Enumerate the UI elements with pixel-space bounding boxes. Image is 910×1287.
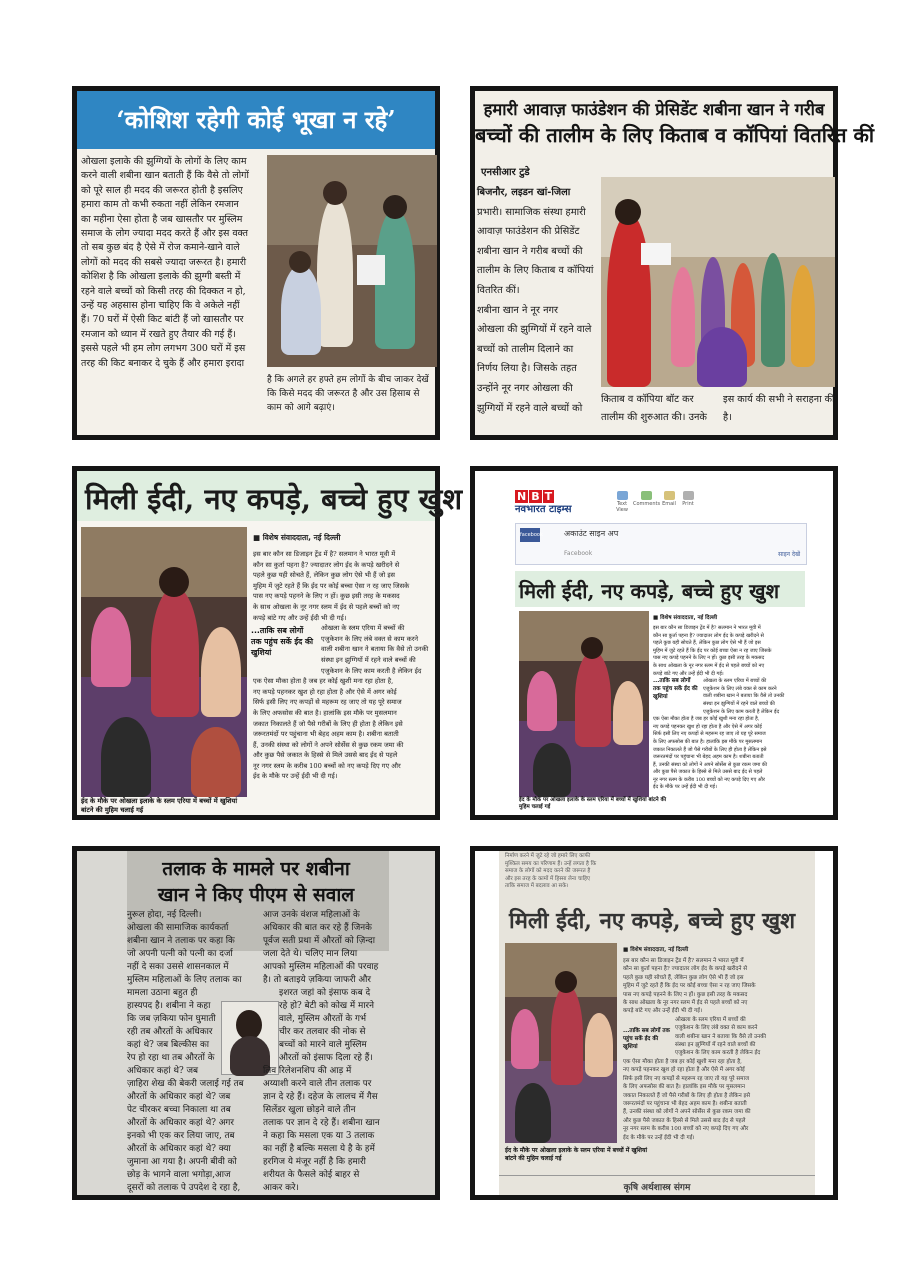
- clip1-body: [81, 155, 271, 371]
- body-line: कपड़े बांटे गए और उन्हें ईदी भी दी गई।: [253, 613, 347, 622]
- body-line: एजुकेशन के लिए काम करती है लेकिन ईद: [675, 1050, 761, 1057]
- body-line: जकात निकालते हैं जो पैसे गरीबों के लिए ही होता है लेकिन इसे: [253, 719, 403, 728]
- body-line: छोड़ के भागने वाला भगोड़ा,आज: [127, 1170, 231, 1180]
- body-line: औरतों के अधिकार कहां थे? जब: [127, 1092, 231, 1102]
- logo-letter: B: [531, 490, 540, 503]
- clip6-side-quote: ...ताकि सब लोगों तक पहुंच सकें ईद की खुशियां: [623, 1028, 670, 1050]
- body-line: तलाक पर ज्ञान दे रहे हैं। शबीना खान: [263, 1118, 380, 1128]
- body-line: हास्यपद है। शबीना ने कहा: [127, 1001, 211, 1011]
- body-line: किताब व कॉपिया बॉट कर: [601, 394, 694, 405]
- body-line: शबीना खान ने तलाक पर कहा कि: [127, 936, 235, 946]
- comments-icon: [641, 491, 652, 500]
- body-line: तालीम की शुरुआत की। उनके: [601, 412, 707, 423]
- body-line: कहां थे? जब बिल्कीस का: [127, 1040, 210, 1050]
- clip2-body: [477, 183, 599, 418]
- body-line: का महीना ऐसा होता है जब खासतौर पर मुस्लिम: [81, 213, 243, 225]
- body-line: नए कपड़े पहनकर खुश हो रहा होता है और ऐसे में अगर कोई: [623, 1067, 745, 1074]
- body-line: पास नए कपड़े पहनने के लिए न हों। कुछ इसी तरह के मकसद: [623, 991, 748, 998]
- body-line: रही तब औरतों के अधिकार: [127, 1027, 213, 1037]
- clip4-side-quote: ...ताकि सब लोगों तक पहुंच सकें ईद की खुशियां: [653, 678, 698, 700]
- body-line: के लिए अफसोस की बात है। हालांकि इस मौके पर मुसलमान: [253, 708, 397, 717]
- body-line: कि जब ज़किया फोन घुमाती: [127, 1014, 216, 1024]
- text-view-icon: [617, 491, 628, 500]
- comments-button[interactable]: [633, 491, 659, 507]
- news-clip-talaq: [72, 846, 440, 1200]
- body-line: मुहिम में जुटे रहते हैं कि ईद पर कोई बच्चा ऐसा न रह जाए जिसके: [623, 983, 756, 990]
- body-line: जकात निकालते हैं जो पैसे गरीबों के लिए ही होता है लेकिन इसे: [623, 1092, 751, 1099]
- body-line: झुग्गियों में रहने वाले बच्चों को: [477, 402, 583, 414]
- body-line: जरूरतमंदों पर पहुंचाना भी बेहद अहम काम है। शबीना बताती: [623, 1100, 747, 1107]
- body-line: औरतों के अधिकार कहां थे? क्या: [127, 1144, 231, 1154]
- body-line: इससे पहले भी हम लोग लगभग 300 घरों में इस: [81, 343, 246, 355]
- body-line: है।: [723, 412, 732, 423]
- body-line: और कुछ पैसे जकात के हिस्से से मिले उससे बाद ईद से पहले: [623, 1117, 746, 1124]
- body-line: नए कपड़े पहनकर खुश हो रहा होता है और ऐसे में अगर कोई: [653, 723, 762, 730]
- body-line: आकर करे।: [263, 1183, 299, 1193]
- body-line: दूसरों को तलाक पे उपदेश दे रहा है,: [127, 1183, 241, 1193]
- body-line: के लिए अफसोस की बात है। हालांकि इस मौके पर मुसलमान: [623, 1084, 745, 1091]
- body-line: कि किसे मदद की जरूरत है और उस हिसाब से: [267, 389, 420, 399]
- body-line: के साथ ओखला के नूर नगर स्लम में ईद से पहले बच्चों को नए: [653, 662, 765, 669]
- body-line: समाज के लोग ज्यादा मदद करते हैं और इस वक्त: [81, 228, 248, 240]
- nbt-logo-text: नवभारत टाइम्स: [515, 504, 572, 515]
- body-line: नूर नगर स्लम के करीब 100 बच्चों को नए कपड़े दिए गए और: [623, 1126, 749, 1133]
- body-line: इस कार्य की सभी ने सराहना की: [723, 394, 835, 405]
- clip5-headline-line2: खान ने किए पीएम से सवाल: [157, 884, 355, 906]
- clip1-tail: [267, 373, 439, 415]
- body-line: रेप हो रहा था तब औरतों के: [127, 1053, 215, 1063]
- clip2-headline-line2: बच्चों की तालीम के लिए किताब व कॉपियां वितरित कीं: [475, 123, 875, 147]
- clip4-body: [653, 625, 803, 792]
- logo-letter: T: [544, 490, 553, 503]
- body-line: चीर कर तलवार की नोक से: [279, 1027, 366, 1037]
- print-icon: [683, 491, 694, 500]
- clip6-byline: ■ विशेष संवाददाता, नई दिल्ली: [623, 947, 689, 953]
- body-line: वितरित कीं।: [477, 284, 520, 296]
- toolbar-label: Print: [682, 501, 694, 507]
- body-line: इनको भी एक कर लिया जाए, तब: [127, 1131, 235, 1141]
- body-line: है। तो बताइये ज़किया जाफरी और: [263, 975, 372, 985]
- clip4-photo: [519, 611, 649, 797]
- body-line: औरतों को इंसाफ दिला रहे हैं।: [279, 1053, 373, 1063]
- body-line: ओखला इलाके की झुग्गियों के लोगों के लिए काम: [81, 156, 247, 167]
- body-line: ओखला की सामाजिक कार्यकर्ता: [127, 923, 229, 933]
- logo-letter: N: [517, 490, 527, 503]
- body-line: के साथ ओखला के नूर नगर स्लम में ईद से पहले बच्चों को नए: [623, 1000, 748, 1007]
- body-line: नुरूल होदा, नई दिल्ली।: [127, 910, 202, 920]
- body-line: और कुछ पैसे जकात के हिस्से से मिले उससे बाद ईद से पहले: [653, 769, 763, 776]
- body-line: के लिए अफसोस की बात है। हालांकि इस मौके पर मुसलमान: [653, 738, 763, 745]
- toolbar-label: Text View: [616, 501, 628, 513]
- body-line: वाली शबीना खान ने बताया कि वैसे तो उनकी: [703, 693, 785, 700]
- news-clip-eid-print: [470, 846, 838, 1200]
- body-line: पास नए कपड़े पहनने के लिए न हों। कुछ इसी तरह के मकसद: [253, 592, 400, 601]
- body-line: निर्णय लिया है। जिसके तहत: [477, 363, 577, 375]
- body-line: सिलेंडर खुला छोड़ने वाले तीन: [263, 1105, 356, 1115]
- body-line: तरह की किट बनाकर दे चुके हैं और हमारा इरादा: [81, 357, 245, 369]
- body-line: सिर्फ इसी लिए नए कपड़ों से महरूम रह जाए तो यह पूरे समाज: [653, 731, 766, 738]
- body-line: संस्था इन झुग्गियों में रहने वाले बच्चों की: [321, 655, 416, 664]
- body-line: रमजान को ध्यान में रखते हुए तैयार की गई हैं।: [81, 328, 236, 340]
- body-line: नए कपड़े पहनकर खुश हो रहा होता है और ऐसे में अगर कोई: [253, 687, 397, 696]
- body-line: एक ऐसा मौका होता है जब हर कोई खुशी मना रहा होता है,: [653, 716, 760, 723]
- body-line: सिर्फ इसी लिए नए कपड़ों से महरूम रह जाए तो यह पूरे समाज: [253, 698, 402, 707]
- body-line: कौन सा कुर्ता पहना है? ज्यादातर लोग ईद के कपड़े खरीदने से: [653, 632, 764, 639]
- email-button[interactable]: [659, 491, 679, 507]
- body-line: तालीम के लिए किताब व कॉपियां: [477, 265, 594, 277]
- body-line: इस बार कौन सा डिजाइन ट्रेंड में है? सलमान ने भारत मूवी में: [253, 550, 396, 558]
- body-line: ज़ाहिरा शेख की बेकरी जलाई गई तब: [127, 1079, 244, 1089]
- body-line: एजुकेशन के लिए लंबे वक्त से काम करने: [703, 685, 777, 692]
- clip3-side-quote: ...ताकि सब लोगों तक पहुंच सकें ईद की खुशियां: [251, 626, 314, 657]
- news-clip-books-distribution: [470, 86, 875, 440]
- body-line: एजुकेशन के लिए लंबे वक्त से काम करने: [321, 634, 419, 643]
- body-line: जुमाना आ गया है। अपनी बीवी को: [127, 1157, 237, 1167]
- clip6-footer: कृषि अर्थशास्त्र संगम: [623, 1183, 691, 1193]
- body-line: आपको मुस्लिम महिलाओं की परवाह: [263, 962, 379, 972]
- body-line: का नहीं है बल्कि मसला ये है के हमें: [263, 1144, 375, 1154]
- body-line: बच्चों को तालीम दिलाने का: [477, 343, 574, 355]
- body-line: समाज के लोगों को मदद करने की जरूरत है: [505, 868, 591, 875]
- body-line: तो सब कुछ बंद है ऐसे में रोज कमाने-खाने वाले: [81, 242, 240, 254]
- body-line: बिजनौर, लइडन खां-जिला: [477, 187, 571, 198]
- body-line: को पूरे साल ही मदद की जरूरत होती है इसलिए: [81, 184, 243, 196]
- body-line: हैं, उनकी संस्था को लोगों ने अपने सोर्सेस से कुछ रकम जमा की: [653, 761, 767, 768]
- body-line: ओखला के स्लम एरिया में बच्चों की: [703, 678, 767, 685]
- clip4-caption: ईद के मौके पर ओखला इलाके के स्लम एरिया में बच्चों में खुशियां बांटने की मुहिम चलाई गई: [519, 797, 667, 811]
- body-line: पेट चीरकर बच्चा निकाला था तब: [127, 1105, 231, 1115]
- body-line: कोशिश है कि ओखला इलाके की झुग्गी बस्ती में: [81, 271, 241, 283]
- body-line: इस बार कौन सा डिजाइन ट्रेंड में है? सलमान ने भारत मूवी में: [623, 958, 744, 964]
- body-line: ओखला के स्लम एरिया में बच्चों की: [675, 1016, 746, 1023]
- body-line: पहले कुछ यही सोचते हैं, लेकिन कुछ लोग ऐसे भी हैं जो इस: [253, 571, 396, 580]
- body-line: सिर्फ इसी लिए नए कपड़ों से महरूम रह जाए तो यह पूरे समाज: [623, 1075, 750, 1082]
- body-line: ताकि समाज में बदलाव आ सके।: [505, 883, 569, 890]
- body-line: ज्ञान दे रहे हैं। दहेज के लालच में गैस: [263, 1092, 378, 1102]
- clip2-col3: [723, 391, 837, 427]
- body-line: है कि अगले हर हफ्ते हम लोगों के बीच जाकर देखें: [267, 375, 429, 385]
- body-line: नूर नगर स्लम के करीब 100 बच्चों को नए कपड़े दिए गए और: [653, 776, 765, 783]
- body-line: हमारा काम तो कभी रुकता नहीं लेकिन रमजान: [81, 199, 239, 211]
- clip1-photo: [267, 155, 437, 367]
- body-line: ओखला की झुग्गियों में रहने वाले: [477, 324, 592, 336]
- body-line: जरूरतमंदों पर पहुंचाना भी बेहद अहम काम है। शबीना बताती: [653, 754, 764, 761]
- body-line: कपड़े बांटे गए और उन्हें ईदी भी दी गई।: [623, 1008, 703, 1015]
- body-line: उन्होंने नूर नगर ओखला की: [477, 382, 573, 394]
- body-line: निर्माण करने में जुटे रहे जो हमारे लिए काफी: [505, 853, 591, 859]
- body-line: करने वाली शबीना खान बताती हैं कि वैसे तो लोगों: [81, 170, 249, 182]
- body-line: ओखला के स्लम एरिया में बच्चों की: [321, 624, 405, 633]
- toolbar-label: Comments: [633, 501, 661, 507]
- body-line: संस्था इन झुग्गियों में रहने वाले बच्चों की: [675, 1042, 756, 1049]
- body-line: मुहिम में जुटे रहते हैं कि ईद पर कोई बच्चा ऐसा न रह जाए जिसके: [653, 647, 772, 654]
- body-line: बच्चों को मारने वाले मुस्लिम: [279, 1040, 367, 1050]
- body-line: अधिकार की बात कर रहे हैं जिनके: [263, 923, 372, 933]
- news-clip-eid-gifts: [72, 466, 463, 820]
- body-line: कौन सा कुर्ता पहना है? ज्यादातर लोग ईद के कपड़े खरीदने से: [623, 966, 748, 973]
- body-line: एजुकेशन के लिए लंबे वक्त से काम करने: [675, 1025, 758, 1032]
- body-line: आज उनके वंशज महिलाओं के: [263, 910, 360, 920]
- clip6-headline: मिली ईदी, नए कपड़े, बच्चे हुए खुश: [509, 908, 796, 934]
- body-line: अधिकार कहां थे? जब: [127, 1066, 199, 1076]
- body-line: काम को आगे बढ़ाएं।: [267, 403, 335, 413]
- body-line: हैं, उनकी संस्था को लोगों ने अपने सोर्सेस से कुछ रकम जमा की: [253, 740, 404, 749]
- clip2-dateline: एनसीआर टुडे: [481, 167, 530, 178]
- body-line: मुश्किल समय का परिणाम हैं। उन्हें लगता है कि: [505, 860, 597, 867]
- news-clip-nbt-web: [470, 466, 838, 820]
- body-line: शरीयत के फैसले कोई बाहर से: [263, 1170, 360, 1180]
- body-line: जकात निकालते हैं जो पैसे गरीबों के लिए ही होता है लेकिन इसे: [653, 746, 767, 753]
- body-line: शबीना खान ने नूर नगर: [477, 304, 559, 316]
- body-line: पूर्वज सती प्रथा में औरतों को ज़िन्दा: [263, 936, 375, 946]
- news-clip-ration-kits: [72, 86, 440, 440]
- toolbar-label: Email: [662, 501, 676, 507]
- body-line: ईद के मौके पर उन्हें ईदी भी दी गई।: [623, 1134, 695, 1141]
- body-line: ईद के मौके पर उन्हें ईदी भी दी गई।: [653, 784, 717, 791]
- clip5-headline-line1: तलाक के मामले पर शबीना: [162, 858, 350, 880]
- body-line: के साथ ओखला के नूर नगर स्लम में ईद से पहले बच्चों को नए: [253, 602, 400, 611]
- body-line: कौन सा कुर्ता पहना है? ज्यादातर लोग ईद के कपड़े खरीदने से: [253, 560, 400, 569]
- body-line: प्रभारी। सामाजिक संस्था हमारी: [477, 206, 586, 218]
- body-line: उन्हें यह अहसास होना चाहिए कि वे अकेले नहीं: [81, 300, 240, 312]
- body-line: इशरत जहां को इंसाफ कब दे: [279, 988, 371, 998]
- clip3-byline: ■ विशेष संवाददाता, नई दिल्ली: [253, 533, 341, 542]
- clip6-body: [623, 957, 809, 1142]
- facebook-logo: facebook: [520, 528, 540, 542]
- body-line: वाले, मुस्लिम औरतों के गर्भ: [279, 1014, 367, 1024]
- clip2-col2: [601, 391, 721, 427]
- clip2-photo: [601, 177, 835, 387]
- body-line: लिव रिलेशनशिप की आड़ में: [263, 1066, 352, 1076]
- print-button[interactable]: [679, 491, 697, 507]
- body-line: एजुकेशन के लिए काम करती है लेकिन ईद: [321, 666, 422, 675]
- body-line: एजुकेशन के लिए काम करती है लेकिन ईद: [703, 708, 780, 715]
- body-line: रहने वाले बच्चों को किसी तरह की दिक्कत न हो,: [81, 285, 246, 297]
- body-line: वाली शबीना खान ने बताया कि वैसे तो उनकी: [675, 1033, 766, 1040]
- body-line: इस बार कौन सा डिजाइन ट्रेंड में है? सलमान ने भारत मूवी में: [653, 625, 761, 631]
- clip4-byline: ■ विशेष संवाददाता, नई दिल्ली: [653, 615, 718, 621]
- body-line: कपड़े बांटे गए और उन्हें ईदी भी दी गई।: [653, 670, 724, 677]
- body-line: अय्याशी करने वाले तीन तलाक पर: [263, 1079, 372, 1089]
- facebook-signup-bar: [515, 523, 807, 565]
- body-line: और इस तरह के कामों में हिस्सा लेना चाहिए: [505, 875, 590, 882]
- body-line: लोगों को मदद की सबसे ज्यादा जरूरत है। हमारी: [81, 256, 247, 268]
- body-line: ने कहा कि मसला एक या 3 तलाक: [263, 1131, 375, 1141]
- body-line: और कुछ पैसे जकात के हिस्से से मिले उससे बाद ईद से पहले: [253, 751, 398, 760]
- body-line: जला देते थे। चलिए मान लिया: [263, 949, 358, 959]
- body-line: नूर नगर स्लम के करीब 100 बच्चों को नए कपड़े दिए गए और: [253, 761, 401, 770]
- body-line: शबीना खान ने गरीब बच्चों की: [477, 245, 583, 257]
- clip4-headline: मिली ईदी, नए कपड़े, बच्चे हुए खुश: [519, 579, 780, 603]
- body-line: मुहिम में जुटे रहते हैं कि ईद पर कोई बच्चा ऐसा न रह जाए जिसके: [253, 581, 410, 590]
- body-line: पहले कुछ यही सोचते हैं, लेकिन कुछ लोग ऐसे भी हैं जो इस: [623, 974, 744, 981]
- body-line: नहीं दे सका उससे शासनकाल में: [127, 962, 229, 972]
- body-line: जरूरतमंदों पर पहुंचाना भी बेहद अहम काम है। शबीना बताती: [253, 730, 399, 739]
- body-line: ईद के मौके पर उन्हें ईदी भी दी गई।: [253, 772, 338, 781]
- fb-prompt: अकाउंट साइन अप: [564, 529, 619, 538]
- body-line: औरतों के अधिकार कहां थे? अगर: [127, 1118, 234, 1128]
- clip6-photo: [505, 943, 617, 1143]
- body-line: मामला उठाना बहुत ही: [127, 988, 198, 998]
- clip3-caption: ईद के मौके पर ओखला इलाके के स्लम एरिया में बच्चों में खुशियां बांटने की मुहिम चलाई गई: [81, 797, 238, 814]
- body-line: हैं, उनकी संस्था को लोगों ने अपने सोर्सेस से कुछ रकम जमा की: [623, 1109, 751, 1116]
- body-line: वाली शबीना खान ने बताया कि वैसे तो उनकी: [321, 645, 429, 654]
- body-line: एक ऐसा मौका होता है जब हर कोई खुशी मना रहा होता है,: [623, 1058, 742, 1065]
- clip6-top-text: [505, 853, 811, 891]
- clip3-body: [253, 549, 437, 782]
- footer-strip: [499, 1175, 815, 1196]
- fb-small: Facebook: [564, 550, 593, 557]
- clip1-headline: ‘कोशिश रहेगी कोई भूखा न रहे’: [116, 105, 396, 134]
- clip5-col2: [263, 909, 391, 1195]
- clip6-caption: ईद के मौके पर ओखला इलाके के स्लम एरिया में बच्चों में खुशियां बांटने की मुहिम चलाई गई: [505, 1147, 648, 1162]
- body-line: हरगिज ये मंजूर नहीं है कि हमारी: [263, 1157, 366, 1167]
- text-view-button[interactable]: [611, 491, 633, 513]
- body-line: जो अपनी पत्नी को पत्नी का दर्जा: [127, 949, 233, 959]
- fb-link[interactable]: साइन देखें: [778, 551, 800, 558]
- body-line: आवाज़ फाउंडेशन की प्रेसिडेंट: [477, 226, 580, 238]
- body-line: संस्था इन झुग्गियों में रहने वाले बच्चों की: [703, 700, 775, 707]
- clip3-headline: मिली ईदी, नए कपड़े, बच्चे हुए खुश: [85, 482, 463, 516]
- body-line: पहले कुछ यही सोचते हैं, लेकिन कुछ लोग ऐसे भी हैं जो इस: [653, 640, 761, 647]
- body-line: पास नए कपड़े पहनने के लिए न हों। कुछ इसी तरह के मकसद: [653, 655, 765, 662]
- body-line: रहे हो? बेटी को कोख में मारने: [279, 1001, 374, 1011]
- body-line: एक ऐसा मौका होता है जब हर कोई खुशी मना रहा होता है,: [253, 677, 394, 686]
- clip2-headline-line1: हमारी आवाज़ फाउंडेशन की प्रेसिडेंट शबीना खान ने गरीब: [483, 100, 825, 119]
- body-line: हैं। 70 घरों में ऐसी किट बांटी हैं जो खासतौर पर: [81, 314, 244, 326]
- body-line: मुस्लिम महिलाओं के लिए तलाक का: [127, 975, 242, 985]
- clip3-photo: [81, 527, 247, 797]
- email-icon: [664, 491, 675, 500]
